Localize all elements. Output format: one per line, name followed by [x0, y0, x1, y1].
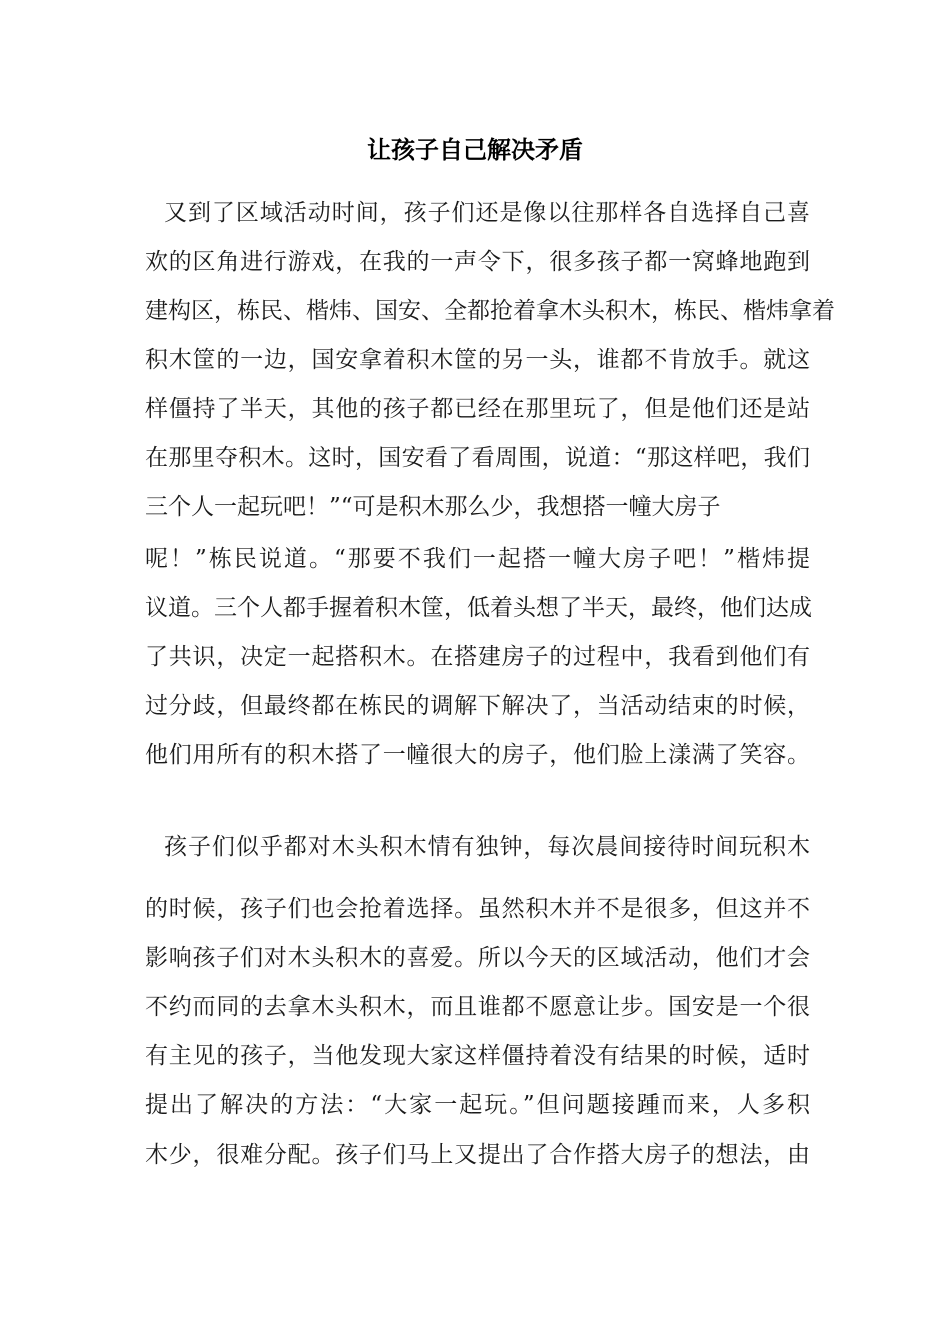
- paragraph-1-line: 了共识，决定一起搭积木。在搭建房子的过程中，我看到他们有: [145, 644, 810, 670]
- document-title: 让孩子自己解决矛盾: [367, 135, 583, 164]
- paragraph-1-line: 呢！”栋民说道。“那要不我们一起搭一幢大房子吧！”楷炜提: [145, 546, 810, 572]
- paragraph-2-line: 孩子们似乎都对木头积木情有独钟，每次晨间接待时间玩积木: [164, 834, 810, 860]
- paragraph-2-line: 木少，很难分配。孩子们马上又提出了合作搭大房子的想法，由: [145, 1142, 810, 1168]
- paragraph-1-line: 议道。三个人都手握着积木筐，低着头想了半天，最终，他们达成: [145, 595, 812, 621]
- paragraph-1-line: 样僵持了半天，其他的孩子都已经在那里玩了，但是他们还是站: [145, 396, 810, 422]
- paragraph-1-line: 欢的区角进行游戏，在我的一声令下，很多孩子都一窝蜂地跑到: [145, 249, 810, 275]
- paragraph-1-line: 在那里夺积木。这时，国安看了看周围，说道：“那这样吧，我们: [145, 445, 810, 471]
- paragraph-2-line: 提出了解决的方法：“大家一起玩。”但问题接踵而来，人多积: [145, 1092, 810, 1118]
- paragraph-1-line: 建构区，栋民、楷炜、国安、全都抢着拿木头积木，栋民、楷炜拿着: [145, 298, 835, 324]
- paragraph-1-line: 他们用所有的积木搭了一幢很大的房子，他们脸上漾满了笑容。: [145, 742, 810, 768]
- paragraph-2-line: 影响孩子们对木头积木的喜爱。所以今天的区域活动，他们才会: [145, 945, 810, 971]
- paragraph-2-line: 不约而同的去拿木头积木，而且谁都不愿意让步。国安是一个很: [145, 994, 810, 1020]
- paragraph-1-line: 过分歧，但最终都在栋民的调解下解决了，当活动结束的时候，: [145, 693, 810, 719]
- paragraph-1-line: 三个人一起玩吧！”“可是积木那么少，我想搭一幢大房子: [145, 494, 721, 520]
- paragraph-1-line: 又到了区域活动时间，孩子们还是像以往那样各自选择自己喜: [164, 200, 810, 226]
- paragraph-2-line: 有主见的孩子，当他发现大家这样僵持着没有结果的时候，适时: [145, 1043, 810, 1069]
- paragraph-2-line: 的时候，孩子们也会抢着选择。虽然积木并不是很多，但这并不: [145, 896, 810, 922]
- paragraph-1-line: 积木筐的一边，国安拿着积木筐的另一头，谁都不肯放手。就这: [145, 347, 810, 373]
